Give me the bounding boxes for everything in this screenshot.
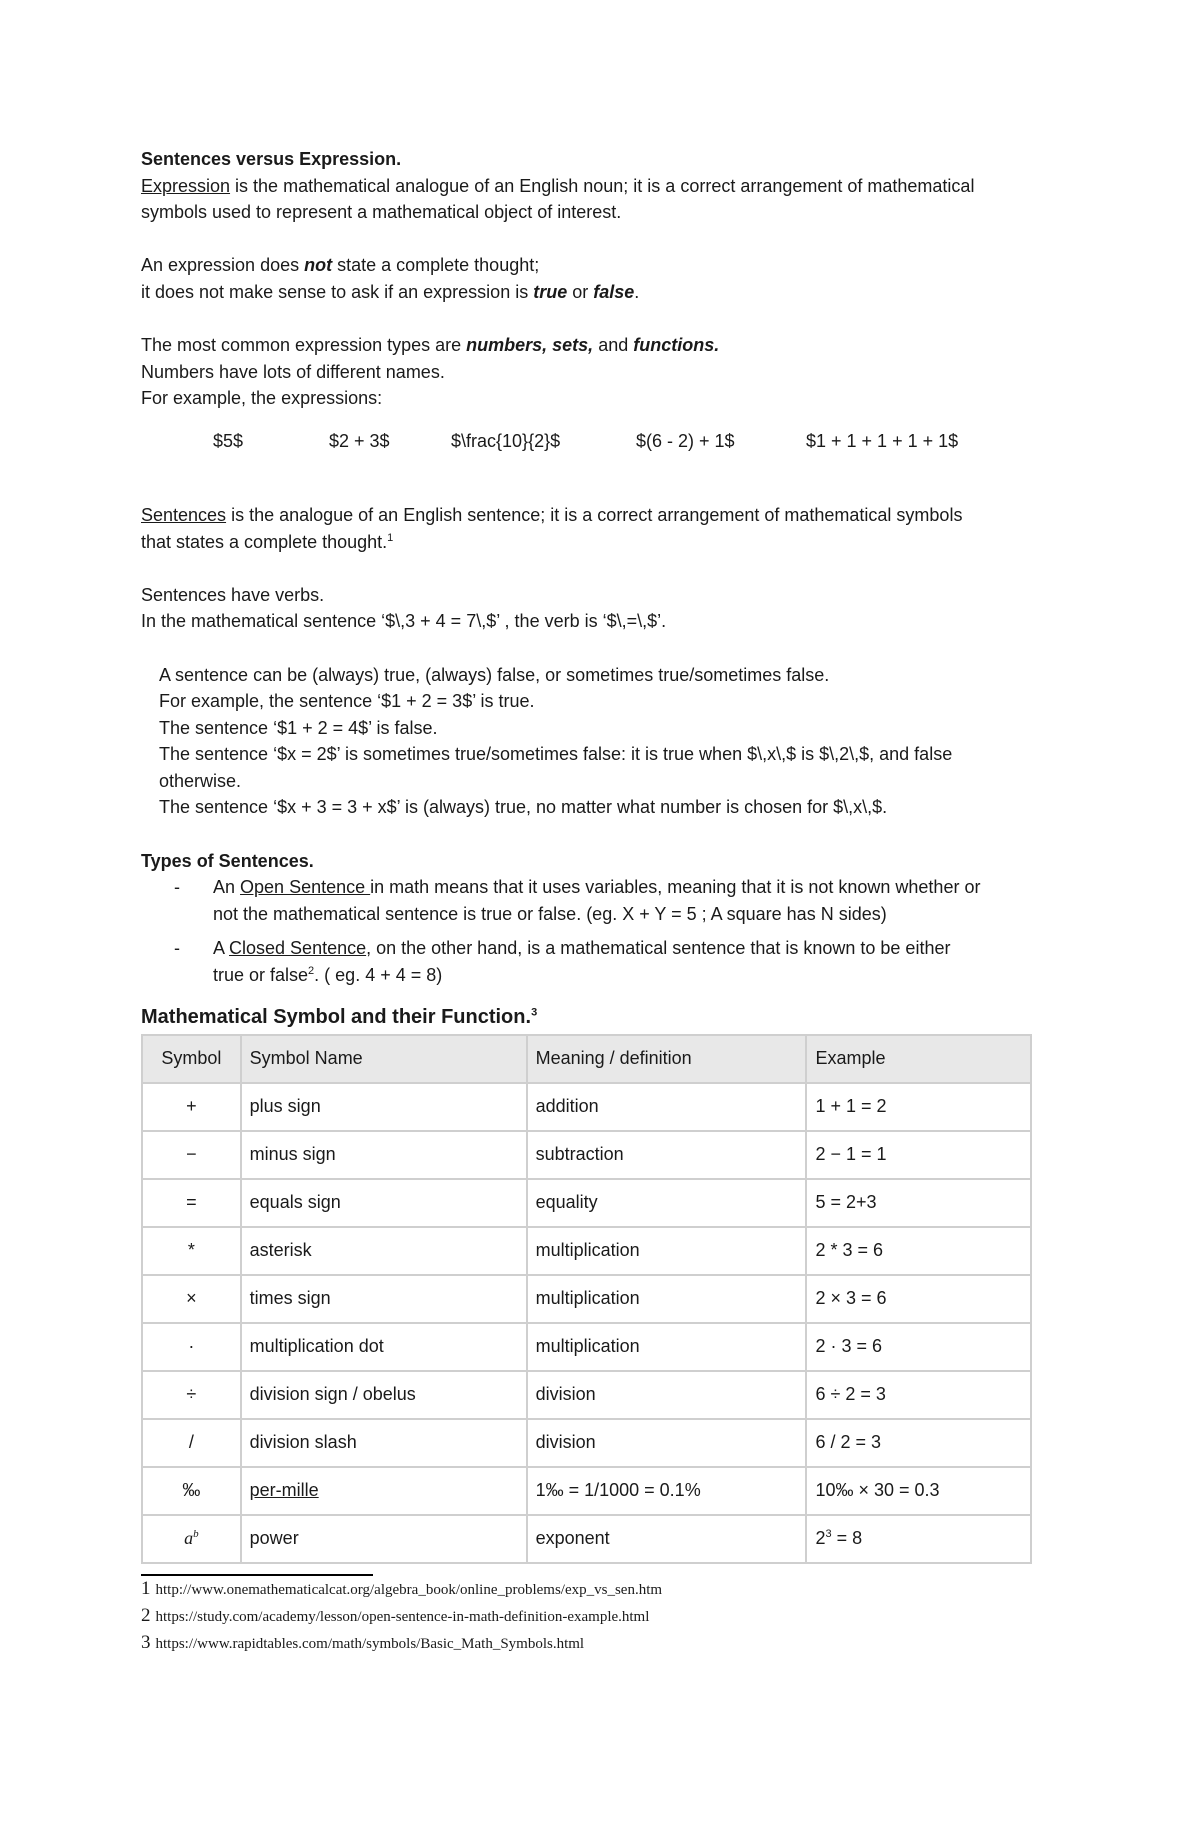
table-cell: × (142, 1275, 241, 1323)
table-cell: 2 × 3 = 6 (806, 1275, 1031, 1323)
sentence-definition-cont (141, 529, 1061, 556)
column-header: Symbol Name (241, 1035, 527, 1083)
table-cell: subtraction (527, 1131, 807, 1179)
table-row (142, 1419, 1031, 1467)
text-fragment: . ( eg. 4 + 4 = 8) (314, 965, 443, 986)
power-base: a (184, 1528, 194, 1549)
expression-not-line (141, 252, 1061, 279)
column-header: Meaning / definition (527, 1035, 807, 1083)
table-cell: equals sign (241, 1179, 527, 1227)
expression-example: $5$ (213, 430, 244, 451)
footnote-ref: 2 (308, 965, 315, 978)
table-cell: exponent (527, 1515, 807, 1563)
table-cell: division sign / obelus (241, 1371, 527, 1419)
table-cell: multiplication (527, 1275, 807, 1323)
text-fragment: . (634, 281, 640, 302)
table-cell: equality (527, 1179, 807, 1227)
table-cell: addition (527, 1083, 807, 1131)
expression-example: $\frac{10}{2}$ (451, 430, 561, 451)
text-fragment: = 8 (831, 1528, 863, 1549)
table-cell: asterisk (241, 1227, 527, 1275)
table-cell: ÷ (142, 1371, 241, 1419)
column-header: Example (806, 1035, 1031, 1083)
table-cell: 6 ÷ 2 = 3 (806, 1371, 1031, 1419)
types-heading: Types of Sentences. (141, 850, 314, 871)
table-cell: plus sign (241, 1083, 527, 1131)
per-mille-link[interactable]: per-mille (249, 1480, 319, 1501)
symbol-table (141, 1034, 1032, 1564)
table-cell: = (142, 1179, 241, 1227)
text-fragment: or (567, 281, 594, 302)
truth-block (141, 662, 1061, 822)
types-list (141, 874, 1061, 988)
document-page (141, 146, 1061, 1657)
table-row (142, 1275, 1031, 1323)
example-line: For example, the expressions: (141, 388, 383, 409)
footnote-ref: 1 (387, 531, 394, 544)
table-cell: 2 · 3 = 6 (806, 1323, 1031, 1371)
table-title (141, 1003, 1061, 1031)
text-fragment: is the analogue of an English sentence; it is a correct arrangement of mathematical symbols (226, 504, 963, 525)
text-fragment: 3 (825, 1528, 832, 1541)
table-cell (142, 1515, 241, 1563)
emphasis-functions: functions. (633, 335, 720, 356)
truth-line: otherwise. (159, 770, 242, 791)
text-fragment: in math means that it uses variables, meaning that it is not known whether or (370, 877, 981, 898)
table-cell: 6 / 2 = 3 (806, 1419, 1031, 1467)
expression-example: $1 + 1 + 1 + 1 + 1$ (806, 430, 959, 451)
expression-example: $(6 - 2) + 1$ (636, 430, 735, 451)
text-fragment: Mathematical Symbol and their Function. (141, 1005, 532, 1028)
expression-definition-text: is the mathematical analogue of an English noun; it is a correct arrangement of mathematical (230, 175, 975, 196)
truth-line: For example, the sentence ‘$1 + 2 = 3$’ is true. (159, 691, 535, 712)
emphasis-not: not (304, 255, 333, 276)
emphasis-numbers-sets: numbers, sets, (466, 335, 594, 356)
table-cell: division (527, 1371, 807, 1419)
table-cell: 1‰ = 1/1000 = 0.1% (527, 1467, 807, 1515)
table-cell: multiplication dot (241, 1323, 527, 1371)
emphasis-false: false (593, 281, 635, 302)
common-types-line (141, 332, 1061, 359)
text-fragment: 2 (815, 1528, 826, 1549)
sentences-term: Sentences (141, 504, 227, 525)
emphasis-true: true (533, 281, 568, 302)
names-line: Numbers have lots of different names. (141, 361, 445, 382)
text-fragment: state a complete thought; (332, 255, 540, 276)
list-item (141, 874, 1061, 927)
table-cell: division (527, 1419, 807, 1467)
table-row (142, 1227, 1031, 1275)
footnote-ref: 3 (531, 1005, 538, 1018)
footnote (141, 1603, 1061, 1630)
table-cell: ‰ (142, 1467, 241, 1515)
open-sentence-term: Open Sentence (240, 877, 371, 898)
table-cell: / (142, 1419, 241, 1467)
list-item (141, 935, 1061, 988)
table-cell: 2 * 3 = 6 (806, 1227, 1031, 1275)
sentence-definition (141, 502, 1061, 529)
column-header: Symbol (142, 1035, 241, 1083)
truth-line: The sentence ‘$x + 3 = 3 + x$’ is (always) true, no matter what number is chosen for $\,x\,$. (159, 797, 888, 818)
table-header-row (142, 1035, 1031, 1083)
expression-truth-line (141, 279, 1061, 306)
table-cell: times sign (241, 1275, 527, 1323)
text-fragment: true or false (213, 965, 309, 986)
text-fragment: The most common expression types are (141, 335, 467, 356)
table-cell[interactable] (241, 1467, 527, 1515)
expression-definition-cont: symbols used to represent a mathematical object of interest. (141, 202, 622, 223)
table-cell: minus sign (241, 1131, 527, 1179)
table-row (142, 1131, 1031, 1179)
table-cell: − (142, 1131, 241, 1179)
table-row (142, 1515, 1031, 1563)
footnotes (141, 1576, 1061, 1657)
table-row (142, 1323, 1031, 1371)
text-fragment: A (213, 938, 230, 959)
expression-example: $2 + 3$ (329, 430, 390, 451)
table-cell (806, 1515, 1031, 1563)
table-cell: 2 − 1 = 1 (806, 1131, 1031, 1179)
table-cell: · (142, 1323, 241, 1371)
text-fragment: and (593, 335, 634, 356)
text-fragment: An expression does (141, 255, 305, 276)
closed-sentence-term: Closed Sentence (229, 938, 367, 959)
footnote-number: 1 (141, 1577, 151, 1599)
text-fragment: that states a complete thought. (141, 531, 388, 552)
footnote (141, 1630, 1061, 1657)
expression-examples (141, 424, 1061, 484)
section-heading: Sentences versus Expression. (141, 149, 402, 169)
table-cell: power (241, 1515, 527, 1563)
footnote-number: 2 (141, 1604, 151, 1626)
footnote-number: 3 (141, 1631, 151, 1653)
footnote (141, 1576, 1061, 1603)
table-cell: multiplication (527, 1323, 807, 1371)
truth-line: The sentence ‘$x = 2$’ is sometimes true/sometimes false: it is true when $\,x\,$ is $\,2\,$, and false (159, 744, 953, 765)
table-cell: + (142, 1083, 241, 1131)
table-cell: 1 + 1 = 2 (806, 1083, 1031, 1131)
verbs-line: Sentences have verbs. (141, 584, 325, 605)
power-exponent: b (193, 1528, 199, 1541)
table-cell: multiplication (527, 1227, 807, 1275)
table-cell: * (142, 1227, 241, 1275)
truth-line: A sentence can be (always) true, (always) false, or sometimes true/sometimes false. (159, 664, 830, 685)
truth-line: The sentence ‘$1 + 2 = 4$’ is false. (159, 717, 438, 738)
text-fragment: , on the other hand, is a mathematical sentence that is known to be either (366, 938, 951, 959)
text-fragment: not the mathematical sentence is true or false. (eg. X + Y = 5 ; A square has N sides) (213, 903, 887, 924)
table-cell: 5 = 2+3 (806, 1179, 1031, 1227)
table-row (142, 1467, 1031, 1515)
table-row (142, 1179, 1031, 1227)
footnote-link[interactable]: https://study.com/academy/lesson/open-sentence-in-math-definition-example.html (155, 1608, 650, 1625)
expression-definition (141, 173, 1061, 200)
text-fragment: An (213, 877, 241, 898)
table-cell: 10‰ × 30 = 0.3 (806, 1467, 1031, 1515)
table-row (142, 1371, 1031, 1419)
footnote-link[interactable]: https://www.rapidtables.com/math/symbols/Basic_Math_Symbols.html (155, 1635, 585, 1652)
table-row (142, 1083, 1031, 1131)
table-cell: division slash (241, 1419, 527, 1467)
text-fragment: it does not make sense to ask if an expression is (141, 281, 534, 302)
footnote-link[interactable]: http://www.onemathematicalcat.org/algebra_book/online_problems/exp_vs_sen.htm (155, 1581, 663, 1598)
verb-example-line: In the mathematical sentence ‘$\,3 + 4 = 7\,$’ , the verb is ‘$\,=\,$’. (141, 611, 667, 632)
expression-term: Expression (141, 175, 231, 196)
